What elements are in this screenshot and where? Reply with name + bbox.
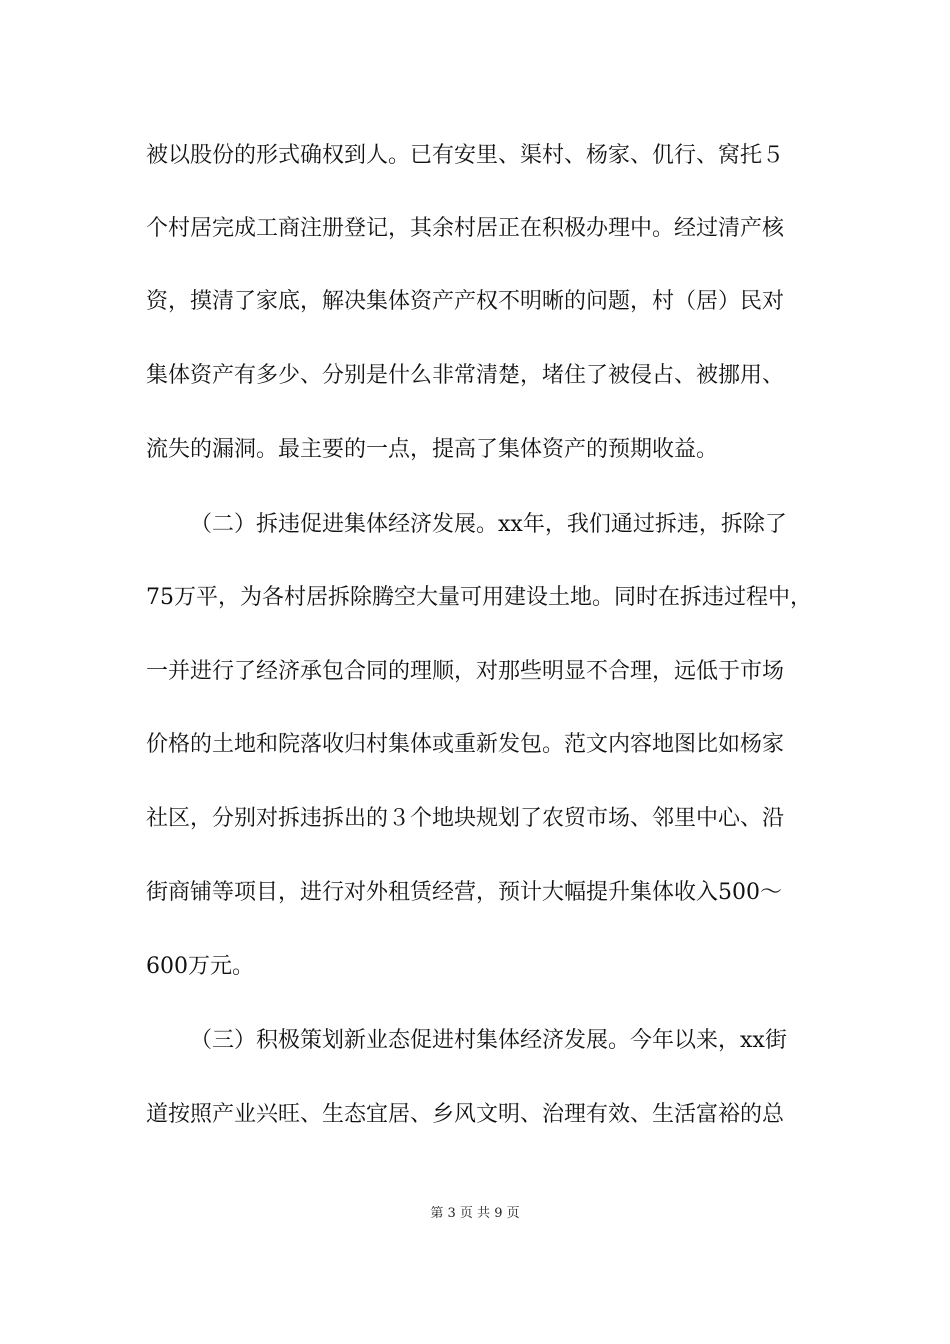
- body-text-line: 集体资产有多少、分别是什么非常清楚，堵住了被侵占、被挪用、: [146, 363, 785, 388]
- page-number-footer: 第 3 页 共 9 页: [430, 1206, 520, 1221]
- body-text-line: 个村居完成工商注册登记，其余村居正在积极办理中。经过清产核: [146, 216, 785, 241]
- body-text-line: 600万元。: [146, 954, 254, 979]
- body-text-line: 一并进行了经济承包合同的理顺，对那些明显不合理，远低于市场: [146, 659, 785, 684]
- section-heading-line: （三）积极策划新业态促进村集体经济发展。今年以来，xx街: [190, 1028, 787, 1053]
- body-text-line: 价格的土地和院落收归村集体或重新发包。范文内容地图比如杨家: [146, 732, 785, 757]
- body-text-line: 资，摸清了家底，解决集体资产产权不明晰的问题，村（居）民对: [146, 289, 785, 314]
- section-heading-line: （二）拆违促进集体经济发展。xx年，我们通过拆违，拆除了: [190, 512, 787, 537]
- body-text-line: 道按照产业兴旺、生态宜居、乡风文明、治理有效、生活富裕的总: [146, 1102, 785, 1127]
- body-text-line: 流失的漏洞。最主要的一点，提高了集体资产的预期收益。: [146, 437, 719, 462]
- body-text-line: 75万平，为各村居拆除腾空大量可用建设土地。同时在拆违过程中，: [146, 585, 812, 610]
- body-text-line: 社区，分别对拆违拆出的３个地块规划了农贸市场、邻里中心、沿: [146, 806, 785, 831]
- body-text-line: 街商铺等项目，进行对外租赁经营，预计大幅提升集体收入500～: [146, 880, 782, 905]
- body-text-line: 被以股份的形式确权到人。已有安里、渠村、杨家、仉行、窝托５: [146, 143, 785, 168]
